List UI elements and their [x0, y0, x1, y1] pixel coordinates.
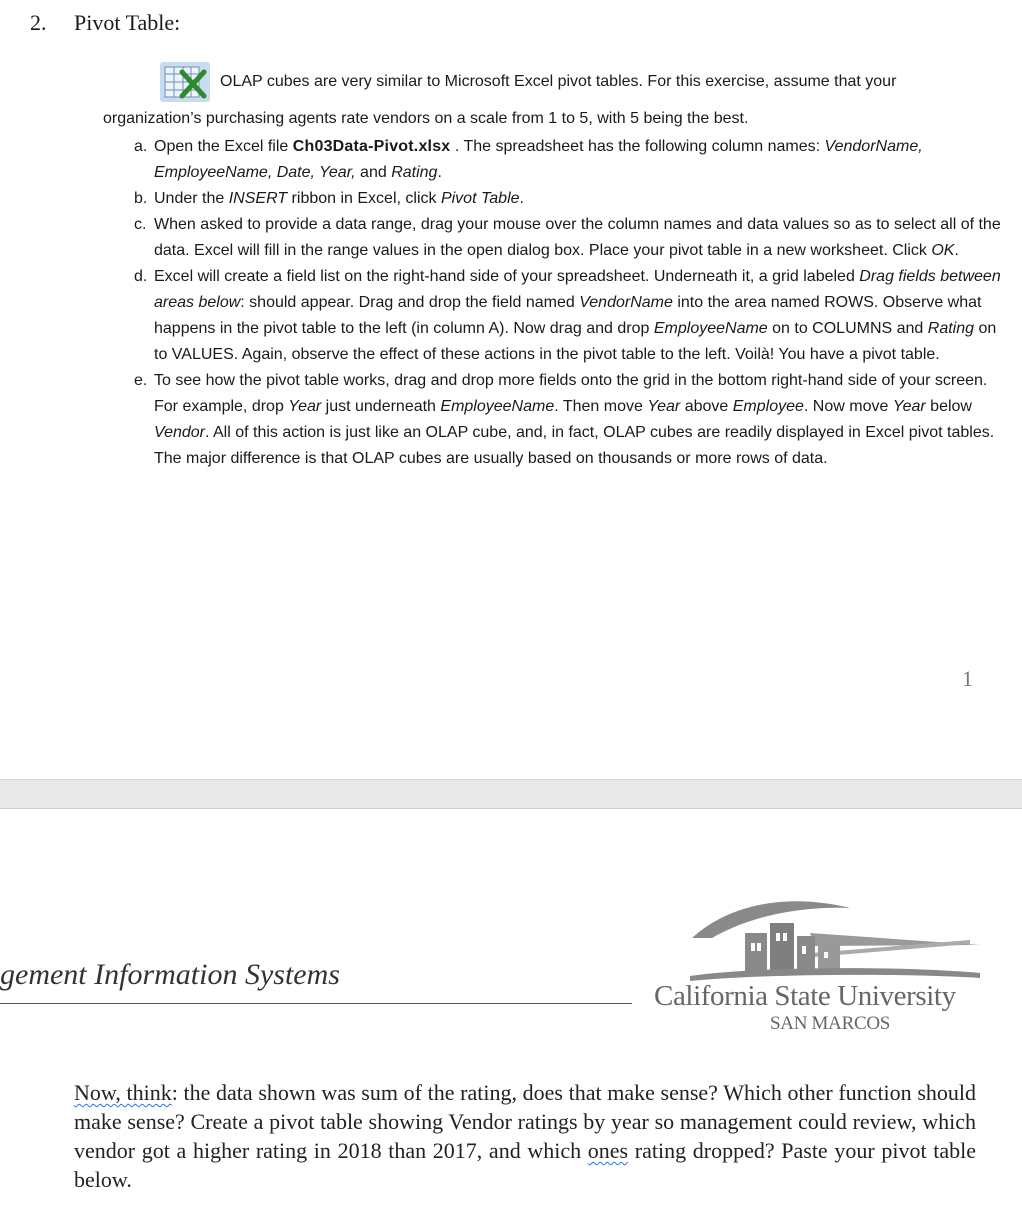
emphasis-text: Year	[647, 398, 681, 415]
emphasis-text: Rating	[391, 164, 438, 181]
spellcheck-underlined-text: ones	[587, 1138, 629, 1163]
text-run: below	[925, 398, 972, 415]
step-label: d.	[134, 268, 148, 285]
emphasis-text: INSERT	[228, 190, 288, 207]
instruction-step	[134, 134, 1014, 186]
text-run: Excel will create a field list on the right-hand side of your spreadsheet. Underneath it, a grid labeled	[154, 268, 860, 285]
instruction-step	[134, 264, 1014, 368]
step-label: c.	[134, 216, 147, 233]
emphasis-text: Vendor	[154, 424, 205, 441]
text-run: on to COLUMNS and	[767, 320, 928, 337]
emphasis-text: Rating	[927, 320, 975, 337]
text-run: ribbon in Excel, click	[287, 190, 441, 207]
instruction-list	[134, 134, 1014, 472]
text-run: . Now move	[803, 398, 893, 415]
step-text	[154, 134, 1014, 186]
text-run: . Then move	[554, 398, 648, 415]
step-label: a.	[134, 138, 148, 155]
text-run: and	[355, 164, 392, 181]
text-run: .	[437, 164, 442, 181]
emphasis-text: Year	[892, 398, 926, 415]
text-run: just underneath	[321, 398, 441, 415]
campus-name: SAN MARCOS	[770, 1013, 891, 1034]
text-run: : the data shown was sum of the rating, does that make sense? Which other function should make sense? Create a pivot table showing Vendor ratings by year so management could review, which vendor got a higher rating in 2018 than 2017, and which	[74, 1080, 977, 1163]
emphasis-text: Pivot Table	[440, 190, 520, 207]
file-name: Ch03Data-Pivot.xlsx	[292, 138, 451, 155]
excel-icon	[160, 62, 210, 102]
instruction-step	[134, 212, 1014, 264]
step-text	[154, 264, 1014, 368]
text-run: When asked to provide a data range, drag your mouse over the column names and data values so as to select all of the data. Excel will fill in the range values in the open dialog box. Place your pivot table in a new worksheet. Click	[154, 216, 1001, 259]
step-label: b.	[134, 190, 148, 207]
section-number: 2.	[30, 10, 47, 35]
step-text	[154, 368, 1014, 472]
text-run: .	[519, 190, 524, 207]
intro-text-1: OLAP cubes are very similar to Microsoft Excel pivot tables. For this exercise, assume that your	[220, 73, 897, 90]
section-heading	[30, 10, 180, 36]
instruction-step	[134, 186, 1014, 212]
text-run: .	[954, 242, 959, 259]
instruction-step	[134, 368, 1014, 472]
emphasis-text: VendorName, EmployeeName, Date, Year,	[154, 138, 923, 181]
text-run: rating dropped? Paste your pivot table below.	[74, 1138, 976, 1192]
text-run: To see how the pivot table works, drag and drop more fields onto the grid in the bottom right-hand side of your screen. For example, drop	[154, 372, 988, 415]
emphasis-text: Year	[288, 398, 322, 415]
text-run: : should appear. Drag and drop the field named	[240, 294, 580, 311]
step-text	[154, 212, 1014, 264]
text-run: Open the Excel file	[154, 138, 293, 155]
text-run: Under the	[154, 190, 229, 207]
emphasis-text: VendorName	[579, 294, 673, 311]
emphasis-text: EmployeeName	[440, 398, 555, 415]
university-name: California State University	[654, 980, 956, 1012]
text-run: . The spreadsheet has the following column names:	[450, 138, 825, 155]
question-paragraph	[74, 1078, 976, 1194]
footer-rule	[0, 1003, 632, 1004]
emphasis-text: EmployeeName	[653, 320, 768, 337]
course-title: gement Information Systems	[0, 958, 340, 991]
intro-line	[160, 62, 896, 102]
emphasis-text: Employee	[732, 398, 804, 415]
spellcheck-underlined-text: Now, think	[74, 1080, 172, 1105]
text-run: . All of this action is just like an OLAP cube, and, in fact, OLAP cubes are readily displayed in Excel pivot tables. The major difference is that OLAP cubes are usually based on thousands or more rows of data.	[154, 424, 995, 467]
step-label: e.	[134, 372, 148, 389]
step-text	[154, 186, 1014, 212]
emphasis-text: Drag fields between areas below	[154, 268, 1001, 311]
text-run: on to VALUES. Again, observe the effect of these actions in the pivot table to the left. Voilà! You have a pivot table.	[154, 320, 997, 363]
page-separator	[0, 779, 1022, 809]
intro-text-2: organization’s purchasing agents rate vendors on a scale from 1 to 5, with 5 being the best.	[103, 110, 749, 127]
emphasis-text: OK	[931, 242, 955, 259]
page-number: 1	[962, 666, 973, 691]
text-run: above	[680, 398, 733, 415]
section-title: Pivot Table:	[74, 10, 181, 35]
text-run: into the area named ROWS. Observe what happens in the pivot table to the left (in column A). Now drag and drop	[154, 294, 982, 337]
